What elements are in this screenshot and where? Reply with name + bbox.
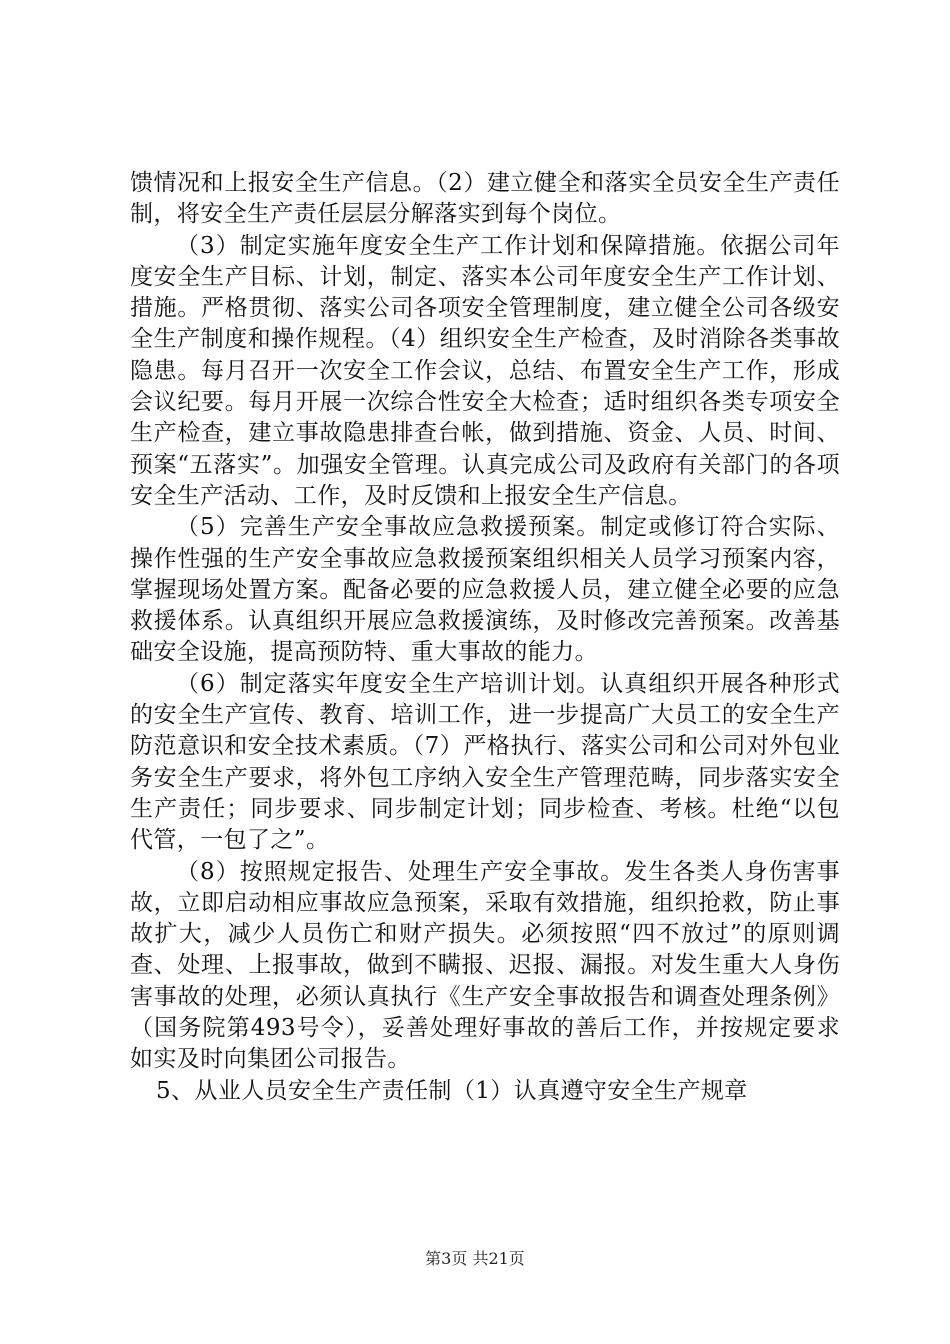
paragraph-8: （8）按照规定报告、处理生产安全事故。发生各类人身伤害事故，立即启动相应事故应急预案，采取有效措施，组织抢救，防止事故扩大，减少人员伤亡和财产损失。必须按照“四不放过”的原则调查、处理、上报事故，做到不瞒报、迟报、漏报。对发生重大人身伤害事故的处理，必须认真执行《生产安全事故报告和调查处理条例》（国务院第493号令），妥善处理好事故的善后工作，并按规定要求如实及时向集团公司报告。 — [130, 858, 840, 1073]
paragraph-section-5: 5、从业人员安全生产责任制（1）认真遵守安全生产规章 — [156, 1077, 748, 1104]
paragraph-6: （6）制定落实年度安全生产培训计划。认真组织开展各种形式的安全生产宣传、教育、培训工作，进一步提高广大员工的安全生产防范意识和安全技术素质。（7）严格执行、落实公司和公司对外包业务安全生产要求，将外包工序纳入安全生产管理范畴，同步落实安全生产责任；同步要求、同步制定计划；同步检查、考核。杜绝“以包代管，一包了之”。 — [130, 670, 840, 854]
paragraph-continued: 馈情况和上报安全生产信息。（2）建立健全和落实全员安全生产责任制，将安全生产责任层层分解落实到每个岗位。 — [130, 170, 840, 228]
document-body — [130, 168, 840, 1107]
page-footer: 第3页 共21页 — [425, 1249, 525, 1268]
paragraph-3: （3）制定实施年度安全生产工作计划和保障措施。依据公司年度安全生产目标、计划，制定、落实本公司年度安全生产工作计划、措施。严格贯彻、落实公司各项安全管理制度，建立健全公司各级安全生产制度和操作规程。（4）组织安全生产检查，及时消除各类事故隐患。每月召开一次安全工作会议，总结、布置安全生产工作，形成会议纪要。每月开展一次综合性安全大检查；适时组织各类专项安全生产检查，建立事故隐患排查台帐，做到措施、资金、人员、时间、预案“五落实”。加强安全管理。认真完成公司及政府有关部门的各项安全生产活动、工作，及时反馈和上报安全生产信息。 — [130, 232, 840, 509]
paragraph-5: （5）完善生产安全事故应急救援预案。制定或修订符合实际、操作性强的生产安全事故应急救援预案组织相关人员学习预案内容，掌握现场处置方案。配备必要的应急救援人员，建立健全必要的应急救援体系。认真组织开展应急救援演练，及时修改完善预案。改善基础安全设施，提高预防特、重大事故的能力。 — [130, 514, 840, 666]
